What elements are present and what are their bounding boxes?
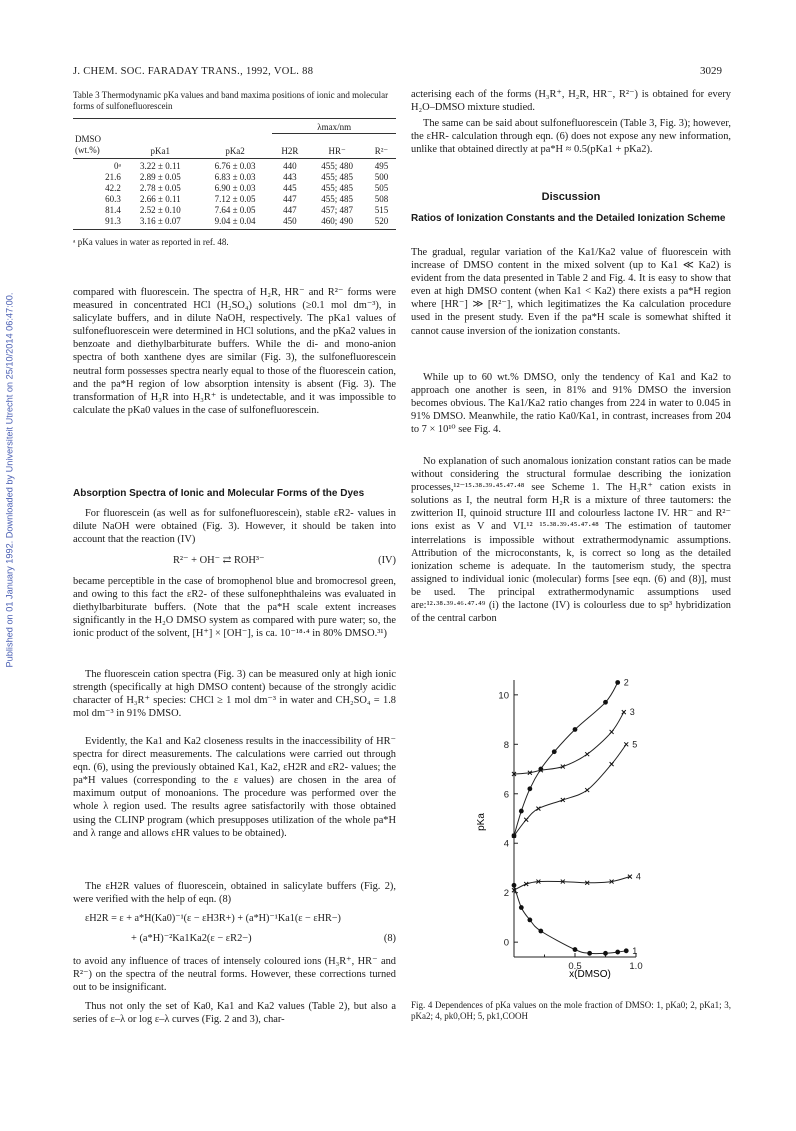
col-dmso: DMSO: [75, 133, 102, 144]
left-paragraph-8: Thus not only the set of Ka0, Ka1 and Ka2 values (Table 2), but also a series of ε–λ or log ε–λ curves (Fig. 2 and 3), char-: [73, 1001, 396, 1026]
table-cell-h2r: 443: [283, 171, 297, 182]
col-pka2: pKa2: [225, 145, 245, 156]
data-point: [524, 818, 528, 822]
series-label-2: 2: [623, 677, 629, 688]
page-number: 3029: [700, 65, 722, 77]
left-paragraph-7: to avoid any influence of traces of intensely coloured ions (H₃R⁺, HR⁻ and R²⁻) on the spectra of the neutral forms. However, these corrections turned out to be insignificant.: [73, 956, 396, 994]
table-cell-r2: 508: [374, 193, 389, 204]
equation-8: [85, 911, 396, 946]
table-cell-dmso: 60.3: [105, 193, 121, 204]
table-cell-r2: 495: [374, 160, 389, 171]
y-tick-label: 10: [498, 690, 509, 702]
data-point: [573, 947, 578, 952]
data-point: [527, 918, 532, 923]
table-cell-r2: 515: [374, 204, 389, 215]
left-paragraph-6: The εH2R values of fluorescein, obtained in salicylate buffers (Fig. 2), were verified with the help of eqn. (8): [73, 881, 396, 906]
table-row: [73, 194, 396, 205]
table-cell-hr: 455; 485: [321, 193, 354, 204]
table-cell-pka2: 6.76 ± 0.03: [214, 160, 256, 171]
figure-4-axes: [498, 680, 642, 972]
data-point: [573, 727, 578, 732]
table-cell-pka1: 2.78 ± 0.05: [139, 182, 181, 193]
figure-4-caption: Fig. 4 Dependences of pKa values on the mole fraction of DMSO: 1, pKa0; 2, pKa1; 3, pKa2; 4, pk0,OH; 5, pk1,COOH: [411, 1000, 731, 1021]
col-wt: (wt.%): [75, 144, 100, 155]
table-cell-pka2: 7.64 ± 0.05: [214, 204, 256, 215]
right-paragraph-2: The same can be said about sulfonefluorescein (Table 3, Fig. 3); however, the εHR- calculation through eqn. (6) does not expose any new information, unlike that obtained directly at pa*H ≈ 0.5(pKa1 + pKa2).: [411, 118, 731, 156]
lambda-header: λmax/nm: [272, 119, 396, 134]
table-3-caption: Table 3 Thermodynamic pKa values and band maxima positions of ionic and molecular forms of sulfonefluorescein: [73, 90, 389, 111]
data-point: [610, 730, 614, 734]
equation-iv-text: R²⁻ + OH⁻ ⇄ ROH³⁻: [173, 555, 265, 566]
right-paragraph-1: acterising each of the forms (H₃R⁺, H₂R, HR⁻, R²⁻) is obtained for every H₂O–DMSO mixture studied.: [411, 89, 731, 114]
table-3-grid: [73, 118, 396, 230]
table-cell-pka1: 2.89 ± 0.05: [139, 171, 181, 182]
equation-iv-number: (IV): [378, 555, 396, 566]
left-paragraph-1: compared with fluorescein. The spectra of H₂R, HR⁻ and R²⁻ forms were measured in concentrated HCl (H₂SO₄) solutions (≥0.1 mol dm⁻³), in salicylate buffers, and in dilute NaOH, respectively. The pKa1 values of sulfonefluorescein were determined in HCl solutions, and the pKa2 values in benzoate and diethylbarbiturate buffers. While the di- and mono-anion spectra of both xanthene dyes are similar (Fig. 3), the sulfonefluorescein neutral form possesses spectra nearly equal to those of the fluorescein cation, and the pa*H region of low absorption intensity is absent (Fig. 3). The transformation of H₃R into H₃R⁺ is undetectable, and it was impossible to calculate the pKa0 values in the case of sulfonefluorescein.: [73, 287, 396, 416]
equation-iv: [173, 554, 396, 568]
table-cell-hr: 455; 485: [321, 182, 354, 193]
y-tick-label: 4: [503, 838, 509, 850]
data-point: [622, 710, 626, 714]
discussion-heading: Discussion: [541, 191, 601, 203]
y-tick-label: 6: [503, 789, 509, 801]
series-4: [512, 872, 641, 893]
data-point: [519, 809, 524, 814]
data-point: [615, 950, 620, 955]
table-cell-dmso: 21.6: [105, 171, 121, 182]
table-3: [73, 90, 396, 248]
table-cell-dmso: 81.4: [105, 204, 121, 215]
data-point: [585, 752, 589, 756]
equation-8-number: (8): [383, 933, 396, 944]
series-label-1: 1: [632, 945, 638, 956]
table-cell-pka1: 3.16 ± 0.07: [139, 215, 181, 226]
table-cell-hr: 455; 485: [321, 171, 354, 182]
table-3-footnote: ᵃ pKa values in water as reported in ref. 48.: [73, 236, 229, 247]
table-cell-pka1: 3.22 ± 0.11: [140, 160, 181, 171]
table-row: [73, 205, 396, 216]
series-1: [512, 883, 638, 956]
table-row: [73, 158, 396, 172]
figure-4: [470, 672, 670, 989]
series-line-4: [514, 877, 630, 891]
table-cell-h2r: 440: [283, 160, 297, 171]
data-point: [538, 929, 543, 934]
x-tick-label: 0.5: [568, 961, 582, 972]
data-point: [552, 749, 557, 754]
download-notice-text: Published on 01 January 1992. Downloaded by Universiteit Utrecht on 25/10/2014 06:47:00.: [4, 292, 14, 668]
table-row: [73, 183, 396, 194]
col-hr: HR⁻: [328, 145, 346, 156]
series-label-5: 5: [632, 739, 638, 750]
table-cell-h2r: 447: [283, 193, 297, 204]
table-cell-pka1: 2.52 ± 0.10: [139, 204, 181, 215]
left-paragraph-4: The fluorescein cation spectra (Fig. 3) can be measured only at high ionic strength (specifically at high DMSO content) because of the strongly acidic character of H₃R⁺ species: CHCl ≥ 1 mol dm⁻³ in water and CH₂SO₄ = 1.8 mol dm⁻³ in 91% DMSO.: [73, 669, 396, 720]
table-cell-dmso: 91.3: [105, 215, 121, 226]
data-point: [610, 762, 614, 766]
col-h2r: H2R: [281, 145, 299, 156]
data-point: [624, 948, 629, 953]
series-2: [512, 677, 629, 838]
right-paragraph-5: No explanation of such anomalous ionization constant ratios can be made without considering the structural formulae describing the ionization processes,¹²⁻¹⁵·³⁸·³⁹·⁴⁵·⁴⁷·⁴⁸ see Scheme 1. The H₃R⁺ cation exists in solutions as I, the neutral form H₂R is a mixture of three tautomers: the zwitterion II, quinoid structure III and colourless lactone IV. HR⁻ and R²⁻ ions exist as V and VI.¹² ¹⁵·³⁸·³⁹·⁴⁵·⁴⁷·⁴⁸ The estimation of tautomer interrelations is impossible without extrathermodynamic assumptions. Attribution of the microconstants, k, is correct so long as the detailed ionization scheme is adequate. In the tautomerism study, the spectra assigned to individual ionic (molecular) forms [see eqn. (6) and (8)], must be used. The principal extrathermodynamic assumptions used are:¹²·³⁸·³⁹·⁴⁶·⁴⁷·⁴⁹ (i) the lactone (IV) is colourless due to sp³ hybridization of the central carbon: [411, 456, 731, 625]
table-cell-h2r: 445: [283, 182, 297, 193]
series-3: [512, 707, 638, 776]
data-point: [615, 680, 620, 685]
data-point: [512, 883, 517, 888]
x-tick-label: 1.0: [629, 961, 643, 972]
download-notice: [2, 270, 16, 690]
series-line-3: [514, 712, 624, 774]
col-r2: R²⁻: [374, 145, 389, 156]
table-cell-hr: 455; 480: [321, 160, 354, 171]
figure-4-series: [512, 677, 641, 955]
data-point: [624, 742, 628, 746]
table-cell-r2: 500: [374, 171, 389, 182]
data-point: [603, 700, 608, 705]
table-cell-pka2: 7.12 ± 0.05: [214, 193, 256, 204]
y-tick-label: 0: [503, 937, 509, 949]
figure-4-plot: [470, 672, 670, 984]
data-point: [527, 786, 532, 791]
data-point: [536, 807, 540, 811]
table-cell-pka2: 9.04 ± 0.04: [214, 215, 256, 226]
table-cell-hr: 457; 487: [321, 204, 354, 215]
data-point: [519, 905, 524, 910]
right-paragraph-3: The gradual, regular variation of the Ka1/Ka2 value of fluorescein with increase of DMSO content in the mixed solvent (up to Ka1 ≪ Ka2) is evident from the data presented in Table 2 and Fig. 4. It is easy to show that even at high DMSO content (when Ka1 < Ka2) there exists a pa*H region where [HR⁻] ≫ [R²⁻], which legitimatizes the Ka calculation procedure used in the present study. Even if the pa*H scale is somewhat shifted it cannot cause inversion of the ionization constants.: [411, 247, 731, 337]
ratios-heading: Ratios of Ionization Constants and the Detailed Ionization Scheme: [411, 213, 726, 224]
y-tick-label: 8: [503, 739, 509, 751]
col-pka1: pKa1: [150, 145, 171, 156]
running-head: J. CHEM. SOC. FARADAY TRANS., 1992, VOL. 88: [73, 66, 314, 77]
table-cell-dmso: 42.2: [105, 182, 121, 193]
left-paragraph-5: Evidently, the Ka1 and Ka2 closeness results in the inaccessibility of HR⁻ spectra for direct measurements. The calculations were carried out through eqn. (6), using the previously obtained Ka1, Ka2, εH2R and εR2- values; the pa*H values (corresponding to the ε values) are chosen in the area of maximum output of monoanions. The procedure was performed over the whole λ region used. The results agree satisfactorily with those obtained using the CLINP program (which presupposes utilization of the whole pa*H and λ range and allows εHR values to be obtained).: [73, 736, 396, 839]
data-point: [585, 788, 589, 792]
table-cell-hr: 460; 490: [321, 215, 354, 226]
series-label-3: 3: [629, 707, 635, 718]
series-label-4: 4: [635, 871, 641, 882]
table-row: [73, 216, 396, 230]
left-paragraph-2: For fluorescein (as well as for sulfonefluorescein), stable εR2- values in dilute NaOH were obtained (Fig. 3). However, it should be taken into account that the reaction (IV): [73, 508, 396, 546]
table-cell-r2: 520: [374, 215, 389, 226]
data-point: [603, 951, 608, 956]
absorption-heading: Absorption Spectra of Ionic and Molecular Forms of the Dyes: [73, 488, 365, 499]
table-cell-pka1: 2.66 ± 0.11: [140, 193, 181, 204]
equation-8-line-1: εH2R = ε + a*H(Ka0)⁻¹(ε − εH3R+) + (a*H)⁻¹Ka1(ε − εHR−): [85, 913, 341, 924]
table-cell-h2r: 447: [283, 204, 297, 215]
equation-8-line-2: + (a*H)⁻²Ka1Ka2(ε − εR2−): [131, 933, 252, 944]
table-cell-pka2: 6.83 ± 0.03: [214, 171, 256, 182]
table-cell-pka2: 6.90 ± 0.03: [214, 182, 256, 193]
table-cell-r2: 505: [374, 182, 389, 193]
y-tick-label: 2: [503, 888, 509, 900]
series-line-2: [514, 683, 618, 836]
x-axis-label: x(DMSO): [569, 969, 611, 980]
y-axis-label: pKa: [476, 813, 487, 831]
table-cell-dmso: 0ᵃ: [113, 160, 121, 171]
right-paragraph-4: While up to 60 wt.% DMSO, only the tendency of Ka1 and Ka2 to approach one another is seen, in 81% and 91% DMSO the inversion becomes obvious. The Ka1/Ka2 ratio changes from 224 in water to 0.045 in 91% DMSO. Meanwhile, the ratio Ka0/Ka1, in contrast, increases from 204 to 7 × 10¹⁰ see Fig. 4.: [411, 372, 731, 436]
table-row: [73, 172, 396, 183]
data-point: [587, 951, 592, 956]
table-cell-h2r: 450: [283, 215, 297, 226]
left-paragraph-3: became perceptible in the case of bromophenol blue and bromocresol green, and owing to this fact the εR2- of these sulfonephthaleins was evaluated in diethylbarbiturate buffers. (Note that the pa*H scale extent increases significantly in the H₂O DMSO system as compared with pure water; so, the ionic product of the solvent, [H⁺] × [OH⁻], is ca. 10⁻¹⁸·⁴ in 80% DMSO.³¹): [73, 576, 396, 640]
table-3-body: [73, 158, 396, 229]
